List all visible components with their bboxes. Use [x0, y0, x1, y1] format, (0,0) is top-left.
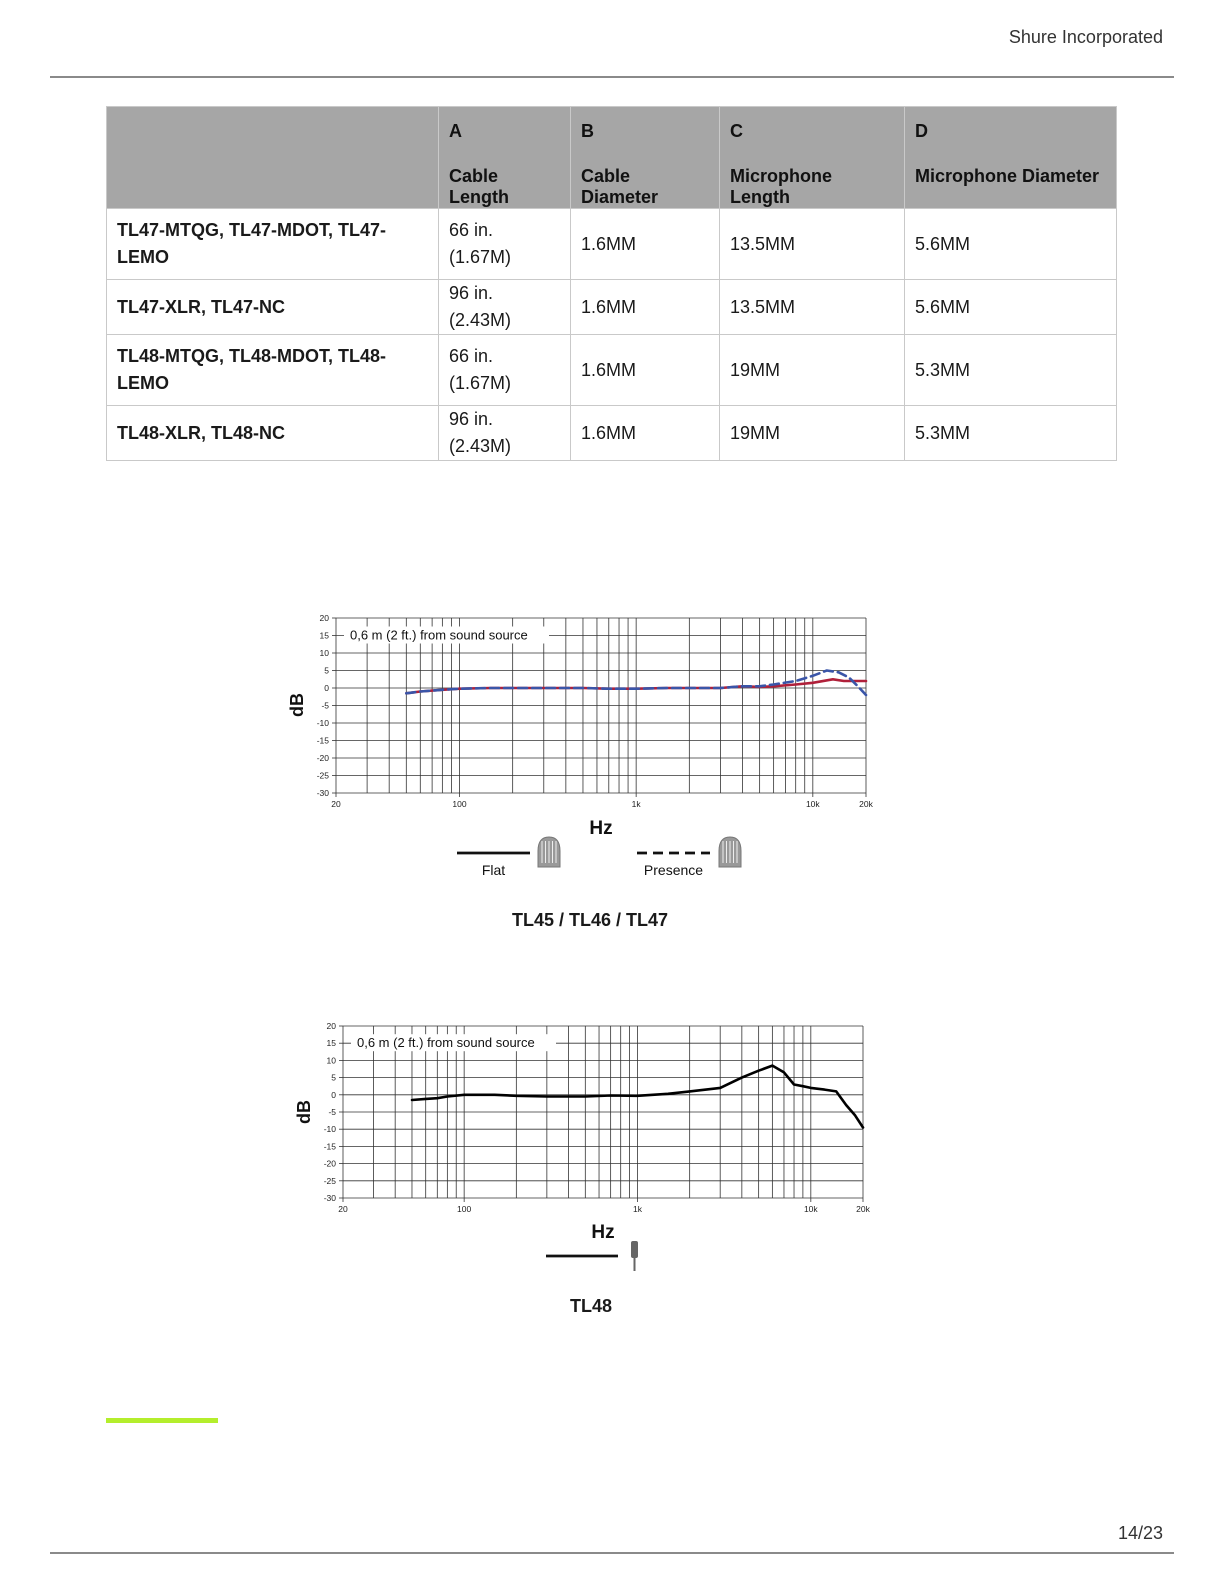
x-tick-label: 10k	[805, 799, 820, 809]
y-axis-label: dB	[287, 693, 307, 717]
x-tick-label: 10k	[803, 1204, 818, 1214]
y-tick-label: 10	[319, 648, 329, 658]
table-header-row	[107, 107, 1117, 209]
y-tick-label: 0	[331, 1089, 336, 1100]
y-tick-label: -15	[323, 1141, 336, 1152]
x-tick-label: 1k	[632, 1204, 642, 1214]
mic-capsule-icon	[538, 837, 560, 867]
cable-length-cell: 96 in. (2.43M)	[439, 406, 571, 461]
cable-diameter-cell: 1.6MM	[571, 209, 720, 280]
mic-length-cell: 13.5MM	[720, 209, 905, 280]
cable-length-cell: 66 in. (1.67M)	[439, 209, 571, 280]
column-label: Microphone Length	[730, 166, 832, 207]
legend-label: Flat	[481, 862, 506, 878]
column-label: Microphone Diameter	[915, 166, 1100, 186]
y-tick-label: -30	[316, 788, 329, 798]
dimensions-table	[106, 106, 1117, 461]
mic-diameter-cell: 5.6MM	[905, 280, 1117, 335]
column-letter: C	[730, 121, 743, 141]
mic-diameter-cell: 5.3MM	[905, 406, 1117, 461]
table-row	[107, 209, 1117, 280]
y-tick-label: -20	[316, 753, 329, 763]
column-label: Cable Length	[449, 166, 509, 207]
table-row	[107, 335, 1117, 406]
footer-divider	[50, 1552, 1174, 1554]
legend-label: Presence	[643, 862, 704, 878]
column-label: Cable Diameter	[581, 166, 659, 207]
lavalier-mic-icon	[631, 1241, 638, 1271]
page-number: 14/23	[1117, 1523, 1163, 1543]
y-tick-label: 20	[326, 1021, 336, 1031]
company-name: Shure Incorporated	[1008, 27, 1163, 47]
y-axis-label: dB	[294, 1100, 314, 1124]
mic-length-cell: 19MM	[720, 335, 905, 406]
y-tick-label: -5	[321, 700, 329, 711]
chart-caption: TL48	[569, 1296, 612, 1316]
y-tick-label: 5	[324, 665, 329, 676]
column-header-cable-length	[439, 107, 571, 209]
cable-diameter-cell: 1.6MM	[571, 280, 720, 335]
chart-annotation: 0,6 m (2 ft.) from sound source	[357, 1035, 535, 1051]
header-divider	[50, 76, 1174, 78]
y-tick-label: -10	[323, 1124, 336, 1135]
y-tick-label: 15	[319, 630, 329, 641]
y-tick-label: -30	[323, 1193, 336, 1203]
chart-grid	[336, 618, 866, 793]
frequency-response-chart-tl47	[285, 608, 895, 888]
column-header-cable-diameter	[571, 107, 720, 209]
table-row	[107, 280, 1117, 335]
model-cell: TL48-MTQG, TL48-MDOT, TL48-LEMO	[107, 335, 439, 406]
x-tick-label: 100	[457, 1204, 472, 1214]
column-letter: D	[915, 121, 928, 141]
section-accent-bar	[106, 1418, 218, 1423]
y-tick-label: -15	[316, 735, 329, 746]
x-tick-label: 100	[452, 799, 467, 809]
x-axis-label: Hz	[591, 1222, 615, 1243]
x-axis-label: Hz	[589, 818, 613, 839]
column-letter: B	[581, 121, 594, 141]
y-tick-label: -20	[323, 1158, 336, 1169]
model-cell: TL47-MTQG, TL47-MDOT, TL47-LEMO	[107, 209, 439, 280]
y-tick-label: -5	[328, 1107, 336, 1117]
mic-capsule-icon	[719, 837, 741, 867]
column-header-mic-diameter	[905, 107, 1117, 209]
y-tick-label: 10	[326, 1055, 336, 1066]
y-tick-label: -10	[316, 718, 329, 728]
cable-diameter-cell: 1.6MM	[571, 335, 720, 406]
x-tick-label: 20k	[859, 799, 873, 809]
frequency-response-chart-tl48	[290, 1018, 900, 1283]
mic-length-cell: 13.5MM	[720, 280, 905, 335]
model-cell: TL48-XLR, TL48-NC	[107, 406, 439, 461]
chart-caption: TL45 / TL46 / TL47	[511, 910, 669, 930]
x-tick-label: 1k	[631, 799, 641, 809]
y-tick-label: 0	[324, 683, 329, 693]
lavalier-body	[631, 1241, 638, 1258]
chart-annotation: 0,6 m (2 ft.) from sound source	[350, 627, 528, 643]
cable-length-cell: 96 in. (2.43M)	[439, 280, 571, 335]
model-cell: TL47-XLR, TL47-NC	[107, 280, 439, 335]
chart-grid	[343, 1026, 863, 1198]
column-header-mic-length	[720, 107, 905, 209]
y-tick-label: 5	[331, 1072, 336, 1083]
y-tick-label: -25	[316, 770, 329, 781]
table-row	[107, 406, 1117, 461]
y-tick-label: -25	[323, 1175, 336, 1186]
mic-length-cell: 19MM	[720, 406, 905, 461]
y-tick-label: 15	[326, 1038, 336, 1049]
cable-length-cell: 66 in. (1.67M)	[439, 335, 571, 406]
x-tick-label: 20k	[856, 1204, 870, 1214]
mic-diameter-cell: 5.6MM	[905, 209, 1117, 280]
column-letter: A	[449, 121, 462, 141]
y-tick-label: 20	[319, 613, 329, 623]
mic-diameter-cell: 5.3MM	[905, 335, 1117, 406]
x-tick-label: 20	[338, 1204, 348, 1214]
cable-diameter-cell: 1.6MM	[571, 406, 720, 461]
column-header-model	[107, 107, 439, 209]
x-tick-label: 20	[331, 799, 341, 809]
